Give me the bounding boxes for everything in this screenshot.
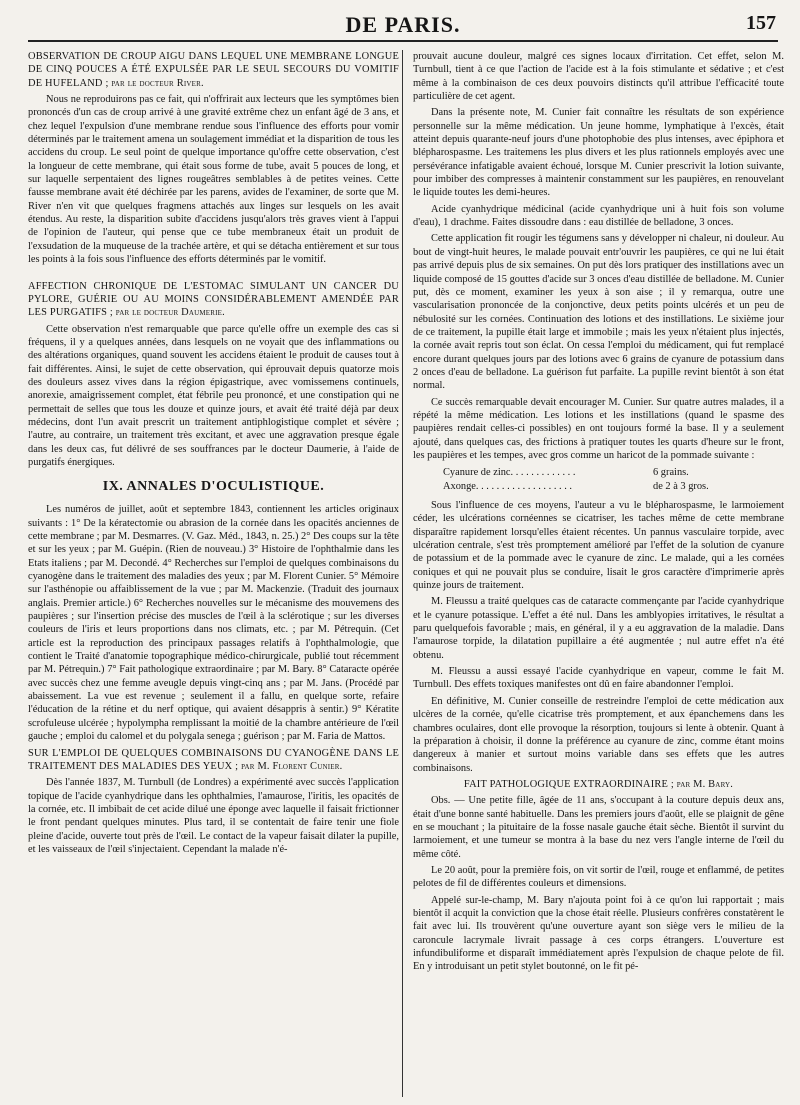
paragraph: Dès l'année 1837, M. Turnbull (de Londres) a expérimenté avec succès l'application topique de l'acide cyanhydrique dans les ophthalmies, l'amaurose, l'iritis, les opacités de la cornée, etc. Il imbibait de cet acide dilué une éponge avec laquelle il faisait frictionner le front pendant quelques minutes. Plus tard, il se contentait de faire tenir une fiole pleine d'acide, ouverte tout près de l'œil. Le contact de la vapeur faisait dilater la pupille, et les vaisseaux de l'œil s'injectaient. Cependant la malade n'é- [28,777,399,855]
paragraph: Obs. — Une petite fille, âgée de 11 ans, s'occupant à la couture depuis deux ans, était d'une bonne santé habituelle. Dans les premiers jours d'août, elle se plaignit de gêne en se mouchant ; la pituitaire de la fosse nasale gauche était sèche. Bientôt il survint du larmoiement, et une tumeur se montra à la base du nez vers l'angle interne de l'œil du même côté. [413,795,784,860]
formula-item: Cyanure de zinc. . . . . . . . . . . . . [443,467,576,479]
paragraph: M. Fleussu a aussi essayé l'acide cyanhydrique en vapeur, comme le fait M. Turnbull. Des effets toxiques manifestes ont dû en faire abandonner l'emploi. [413,666,784,691]
formula-dose: 6 grains. [653,467,689,479]
paragraph: En définitive, M. Cunier conseille de restreindre l'emploi de cette médication aux ulcères de la cornée, qu'elle cicatrise très promptement, et aux épanchemens dans les chambres oculaires, dont elle provoque la résorption, toujours si lente à obtenir. Quant à la préparation à choisir, il donne la préférence au cyanure de zinc, comme étant moins dangereux à manier et surtout moins variable dans ses effets que les autres combinaisons. [413,695,784,774]
running-title: DE PARIS. [345,12,461,37]
paragraph: Appelé sur-le-champ, M. Bary n'ajouta point foi à ce qu'on lui rapportait ; mais bientôt il acquit la conviction que la chose était réelle. Plusieurs confrères constatèrent le fait avec lui. Ils trouvèrent qu'une ouverture ayant son siège vers le milieu de la caroncule lacrymale livrait passage à ces corps étrangers. L'ouverture est infundibuliforme et disparaît immédiatement après l'expulsion de chaque pelote de fil. En y introduisant un petit stylet boutonné, on le fit pé- [413,894,784,973]
right-column [413,50,784,1097]
paragraph: M. Fleussu a traité quelques cas de cataracte commençante par l'acide cyanhydrique et le cyanure potassique. L'effet a été nul. Dans les amblyopies irritatives, le résultat a paru quelquefois favorable ; mais, en général, il y a eu aggravation de la maladie. Dans l'amaurose torpide, la dilatation pupillaire a été augmentée ; nul autre effet n'a été obtenu. [413,596,784,661]
prescription-formula [443,466,784,493]
formula-dose: de 2 à 3 gros. [653,480,709,492]
paragraph: Nous ne reproduirons pas ce fait, qui n'offrirait aux lecteurs que les symptômes bien prononcés d'un cas de croup arrivé à une gravité extrême chez un enfant âgé de 3 ans, et chez lequel l'expulsion d'une membrane rendue sous l'influence des efforts pour vomir déterminés par le traitement amena un soulagement immédiat et la disparition de tous les accidens du croup. Le seul point de quelque importance qu'offre cette observation, c'est la longueur de cette membrane, qui était sous forme de tube, avait 5 pouces de long, et sur laquelle serpentaient des lignes rougeâtres semblables à de petites veines. Cette fausse membrane avait été déchirée par les parens, avides de l'examiner, de sorte que M. River n'en vit que quelques fragmens attachés aux linges sur lesquels on les avait étendus. Au reste, la disparition subite d'accidens jusqu'alors très graves vient à l'appui de l'opinion de l'auteur, qui pense que ce tube membraneux était un produit de l'exsudation de la muqueuse de la trachée artère, et qui se détacha entièrement et sur tous les points à la fois sous l'influence des efforts déterminés par le vomitif. [28,94,399,266]
left-column [28,50,399,1097]
paragraph: Ce succès remarquable devait encourager M. Cunier. Sur quatre autres malades, il a répété la même médication. Les lotions et les instillations (quand le spasme des paupières rendait celles-ci possibles) en ont toujours formé la base. Il y a seulement ajouté, dans quelques cas, des frictions à pratiquer toutes les quarts d'heure sur le front, les paupières et les tempes, avec gros comme un haricot de la pommade suivante : [413,396,784,461]
article-heading-cyanogene: SUR L'EMPLOI DE QUELQUES COMBINAISONS DU CYANOGÈNE DANS LE TRAITEMENT DES MALADIES DES YEUX ; par M. Florent Cunier. [28,747,399,772]
formula-item: Axonge. . . . . . . . . . . . . . . . . . . [443,480,573,492]
article-heading-fait: FAIT PATHOLOGIQUE EXTRAORDINAIRE ; par M. Bary. [463,778,734,790]
formula-line [443,480,784,493]
paragraph: Le 20 août, pour la première fois, on vit sortir de l'œil, rouge et enflammé, de petites pelotes de fil de différentes couleurs et dimensions. [413,864,784,890]
article-heading-estomac: AFFECTION CHRONIQUE DE L'ESTOMAC SIMULANT UN CANCER DU PYLORE, GUÉRIE OU AU MOINS CONSIDÉRABLEMENT AMENDÉE PAR LES PURGATIFS ; par le docteur Daumerie. [28,280,399,319]
paragraph: Sous l'influence de ces moyens, l'auteur a vu le blépharospasme, le larmoiement céder, les ulcérations cornéennes se cicatriser, les taches même de cette membrane disparaître rapidement lorsqu'elles étaient récentes. Un pannus vasculaire torpide, avec ulcération centrale, s'est très promptement amélioré par l'effet de la solution de cyanure de potassium et de la pommade avec le cyanure de zinc. Le malade, qui a les cornées coniques et qui ne pouvait plus se conduire, lisait le gros caractère d'imprimerie après quinze jours de traitement. [413,500,784,592]
page-number: 157 [746,12,776,34]
paragraph: Cette application fit rougir les tégumens sans y développer ni chaleur, ni douleur. Au bout de vingt-huit heures, le malade pouvait entr'ouvrir les paupières, ce qui ne lui était pas arrivé depuis plus de six semaines. On put dès lors pratiquer des instillations avec un liquide composé de 15 gouttes d'acide sur 3 onces d'eau distillée de belladone. M. Cunier put, dès ce moment, examiner les yeux à son aise ; il y remarqua, outre une vascularisation prononcée de la conjonctive, deux petits points ulcérés et un peu de nébulosité sur les cornées. Continuation des lotions et des instillations. Le sixième jour de ce traitement, la pupille était large et immobile ; mais les yeux n'étaient plus injectés, la cornée avait repris tout son éclat. On cessa l'emploi du médicament, qui fut remplacé encore durant quelques jours par des lotions avec 6 grains de cyanure de potassium dans 2 onces d'eau de belladone. La guérison fut parfaite. La pupille revint bientôt à son état normal. [413,233,784,392]
paragraph: Cette observation n'est remarquable que parce qu'elle offre un exemple des cas si fréquens, il y a quelques années, dans lesquels on ne voyait que des inflammations ou des altérations organiques, quand souvent les accidens étaient le produit de causes tout à fait différentes. Ainsi, le sujet de cette observation, qui éprouvait depuis quatorze mois des douleurs assez vives dans la région épigastrique, avec vomissemens continuels, anorexie, amaigrissement complet, état fébrile peu prononcé, et une constipation qui ne permettait de selles que tous les douze et quinze jours, et avait été traité déjà par deux médecins, dont l'un avait prescrit un traitement antiphlogistique complet et sévère ; l'autre, au contraire, un traitement très excitant, et avec une aggravation presque égale dans les deux cas, fut délivré de ses souffrances par le docteur Daumerie, à l'aide de purgatifs énergiques. [28,323,399,468]
formula-line [443,466,784,479]
paragraph: Les numéros de juillet, août et septembre 1843, contiennent les articles originaux suivants : 1° De la kératectomie ou abrasion de la cornée dans les opacités anciennes de cette membrane ; par M. Desmarres. (V. Gaz. Méd., 1843, n. 25.) 2° Des coups sur la tête et sur les yeux ; par M. Guépin. (Rien de nouveau.) 3° Histoire de l'ophthalmie dans les Etats italiens ; par M. Decondé. 4° Recherches sur l'emploi de quelques combinaisons du cyanogène dans le traitement des maladies des yeux ; par M. Florent Cunier. 5° Mémoire sur l'asthénopie ou affaiblissement de la vue ; par M. Mackenzie. (Traduit des journaux anglais. Premier article.) 6° Recherches nouvelles sur le mécanisme des mouvemens des paupières ; sur l'insertion précise des muscles de l'œil à la sclérotique ; sur les diverses couleurs de l'iris et leurs proportions dans nos climats, etc. ; par M. Pétrequin. (Cet article est la reproduction des principaux passages relatifs à l'ophthalmologie, que contient le Traité d'anatomie topographique médico-chirurgicale, publié tout récemment par M. Pétrequin.) 7° Fait pathologique extraordinaire ; par M. Bary. 8° Cataracte opérée avec succès chez une femme aveugle depuis vingt-cinq ans ; par M. Jans. (Procédé par abaissement. La vue est revenue ; seulement il a fallu, en quelque sorte, refaire l'éducation de la rétine et du nerf optique, qui avaient désappris à sentir.) 9° Kératite scrofuleuse ulcérée ; hypolympha remplissant la moitié de la chambre antérieure de l'œil gauche ; emploi du calomel et du polygala senega ; guérison ; par M. Faria de Mattos. [28,504,399,743]
paragraph: prouvait aucune douleur, malgré ces signes locaux d'irritation. Cet effet, selon M. Turnbull, tient à ce que l'action de l'acide est à la fois stimulante et sédative ; et c'est même à la combinaison de ces deux pouvoirs distincts qu'il attribue l'efficacité toute particulière de cet agent. [413,51,784,103]
section-title: IX. ANNALES D'OCULISTIQUE. [102,479,325,495]
paragraph: Acide cyanhydrique médicinal (acide cyanhydrique uni à huit fois son volume d'eau), 1 drachme. Faites dissoudre dans : eau distillée de belladone, 3 onces. [413,203,784,229]
article-heading-croup: OBSERVATION DE CROUP AIGU DANS LEQUEL UNE MEMBRANE LONGUE DE CINQ POUCES A ÉTÉ EXPULSÉE PAR LE SEUL SECOURS DU VOMITIF DE HUFELAND ; par le docteur River. [28,51,399,89]
running-head [28,10,778,42]
paragraph: Dans la présente note, M. Cunier fait connaître les résultats de son expérience personnelle sur la même médication. Un jeune homme, lymphatique à l'excès, était atteint depuis quarante-neuf jours d'une photophobie des plus intenses, avec épiphora et blépharospasme. Les traitemens les plus divers et les plus rationnels employés avec une persévérance infatigable avaient échoué, lorsque M. Cunier prescrivit la lotion suivante, pour imbiber des compresses à maintenir constamment sur les paupières, en renouvelant le liquide toutes les demi-heures. [413,107,784,199]
text-columns [28,50,784,1097]
